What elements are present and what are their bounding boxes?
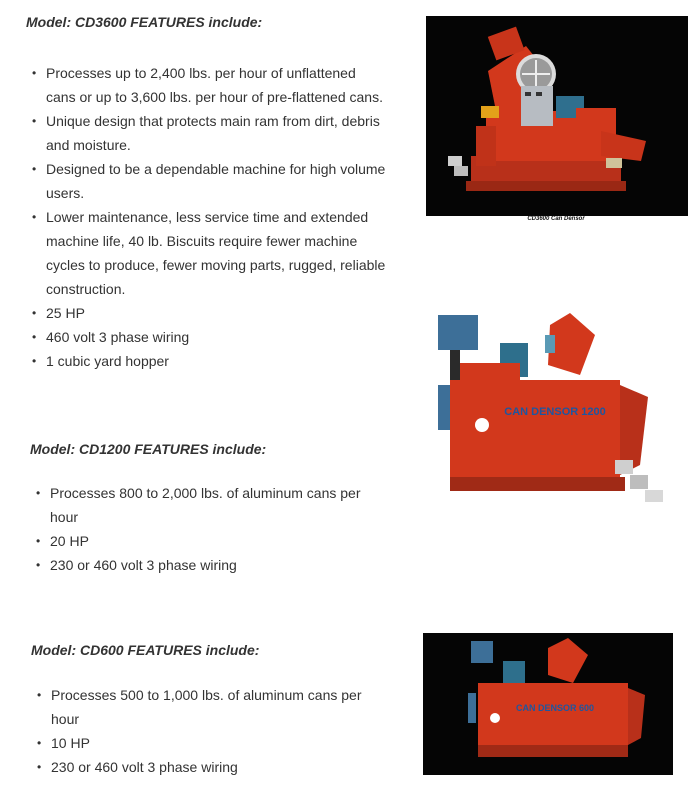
cd3600-feature: • Lower maintenance, less service time and extended machine life, 40 lb. Biscuits require fewer machine cycles to produce, fewer moving parts, rugged, reliable construction. — [32, 205, 386, 301]
cd1200-section — [30, 441, 390, 577]
cd600-feature-list — [37, 683, 391, 779]
cd600-feature: • 230 or 460 volt 3 phase wiring — [37, 755, 391, 779]
cd3600-feature: • Designed to be a dependable machine for high volume users. — [32, 157, 386, 205]
cd3600-section — [26, 14, 386, 373]
cd600-machine-photo — [423, 633, 673, 775]
cd1200-feature-list — [36, 481, 390, 577]
cd3600-machine-photo — [426, 16, 688, 216]
cd3600-feature-list — [32, 61, 386, 373]
cd600-feature: • 10 HP — [37, 731, 391, 755]
cd1200-feature: • 230 or 460 volt 3 phase wiring — [36, 553, 390, 577]
cd600-logo: CAN DENSOR 600 — [515, 703, 595, 713]
cd3600-heading: Model: CD3600 FEATURES include: — [26, 14, 263, 30]
cd3600-photo-caption: CD3600 Can Densor — [527, 216, 585, 222]
cd1200-feature: • Processes 800 to 2,000 lbs. of aluminum cans per hour — [36, 481, 390, 529]
cd1200-machine-photo — [430, 305, 670, 505]
cd1200-logo: CAN DENSOR 1200 — [504, 406, 606, 418]
cd1200-heading: Model: CD1200 FEATURES include: — [30, 441, 267, 457]
cd3600-feature: • 25 HP — [32, 301, 386, 325]
cd3600-feature: • 1 cubic yard hopper — [32, 349, 386, 373]
cd3600-feature: • 460 volt 3 phase wiring — [32, 325, 386, 349]
cd3600-feature: • Processes up to 2,400 lbs. per hour of unflattened cans or up to 3,600 lbs. per hour of pre-flattened cans. — [32, 61, 386, 109]
cd3600-feature: • Unique design that protects main ram from dirt, debris and moisture. — [32, 109, 386, 157]
cd600-feature: • Processes 500 to 1,000 lbs. of aluminum cans per hour — [37, 683, 391, 731]
cd600-heading: Model: CD600 FEATURES include: — [31, 642, 260, 658]
cd600-section — [31, 642, 391, 779]
cd1200-feature: • 20 HP — [36, 529, 390, 553]
